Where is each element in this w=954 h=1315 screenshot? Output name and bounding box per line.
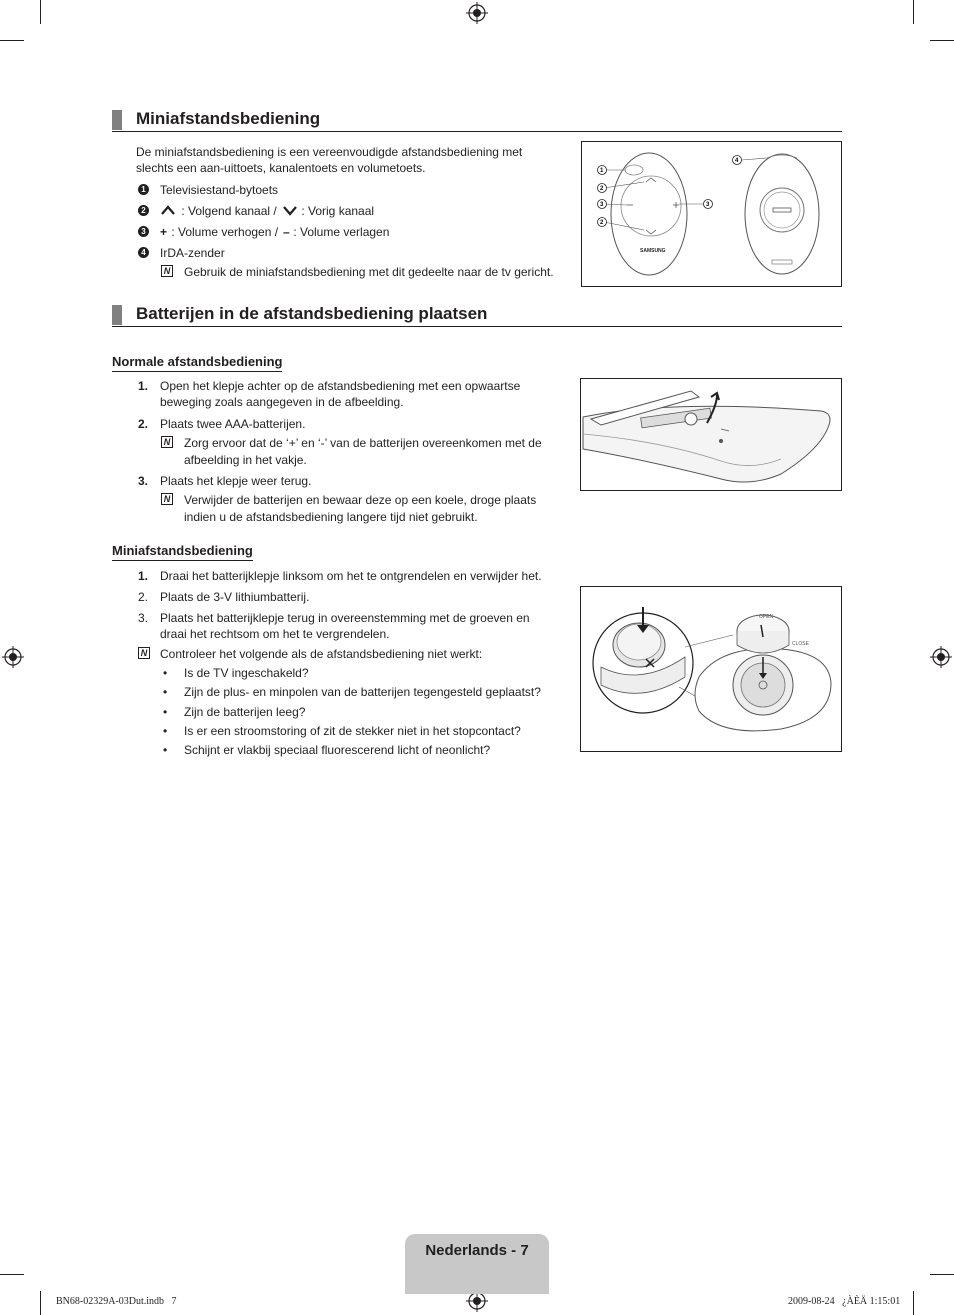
- crop-mark: [913, 0, 914, 24]
- section-rule: [112, 131, 842, 132]
- page-number-tab: [405, 1234, 549, 1294]
- item-text: IrDA-zender: [160, 246, 225, 260]
- svg-text:1: 1: [600, 168, 604, 174]
- note-text: indien u de afstandsbediening langere tijd niet gebruikt.: [184, 510, 478, 524]
- step-number: 1.: [138, 569, 149, 583]
- note-icon: N: [161, 493, 173, 505]
- note-icon: N: [161, 436, 173, 448]
- item-text: : Volgend kanaal /: [178, 204, 281, 218]
- print-slug-left: BN68-02329A-03Dut.indb 7: [56, 1296, 177, 1307]
- mini-remote-figure: [581, 141, 842, 287]
- step-text: Plaats twee AAA-batterijen.: [160, 417, 306, 431]
- svg-text:4: 4: [735, 158, 739, 164]
- section-title-batteries: Batterijen in de afstandsbediening plaatsen: [136, 304, 488, 323]
- step-number: 3.: [138, 474, 149, 488]
- section-title-mini-remote: Miniafstandsbediening: [136, 109, 321, 128]
- subsection-title-normal: [112, 354, 282, 369]
- bullet-dot: •: [163, 743, 168, 757]
- crop-mark: [930, 40, 954, 41]
- intro-text: slechts een aan-uittoets, kanalentoets en volumetoets.: [136, 161, 426, 175]
- section-marker: [112, 305, 122, 325]
- item-text: : Vorig kanaal: [298, 204, 375, 218]
- bullet-dot: •: [163, 724, 168, 738]
- item-text: Televisiestand-bytoets: [160, 183, 279, 197]
- chevron-down-icon: [282, 205, 298, 216]
- registration-mark-icon: [930, 646, 952, 668]
- registration-mark-icon: [2, 646, 24, 668]
- bullet-dot: •: [163, 685, 168, 699]
- intro-text: De miniafstandsbediening is een vereenvoudigde afstandsbediening met: [136, 145, 523, 159]
- open-label: OPEN: [759, 614, 774, 620]
- note-text: Zorg ervoor dat de ‘+’ en ‘-’ van de batterijen overeenkomen met de: [184, 436, 542, 450]
- marker-4: 4: [138, 247, 149, 258]
- crop-mark: [0, 40, 24, 41]
- note-text: Verwijder de batterijen en bewaar deze op een koele, droge plaats: [184, 493, 537, 507]
- minus-symbol: –: [283, 225, 290, 239]
- bullet-text: Is de TV ingeschakeld?: [184, 666, 309, 680]
- normal-remote-battery-illustration: [581, 379, 841, 490]
- close-label: CLOSE: [792, 641, 809, 647]
- bullet-text: Zijn de batterijen leeg?: [184, 705, 306, 719]
- item-text: : Volume verhogen /: [168, 225, 282, 239]
- step-text: Plaats het klepje weer terug.: [160, 474, 312, 488]
- subsection-title-text: Miniafstandsbediening: [112, 543, 253, 558]
- svg-text:3: 3: [706, 202, 710, 208]
- marker-1: 1: [138, 184, 149, 195]
- crop-mark: [40, 0, 41, 24]
- step-number: 2.: [138, 590, 149, 604]
- svg-text:2: 2: [600, 186, 604, 192]
- registration-mark-icon: [466, 2, 488, 24]
- step-number: 3.: [138, 611, 149, 625]
- section-marker: [112, 110, 122, 130]
- subsection-title-mini: [112, 543, 253, 558]
- step-number: 2.: [138, 417, 149, 431]
- mini-remote-illustration: [582, 142, 841, 286]
- brand-logo: SAMSUNG: [640, 248, 666, 254]
- crop-mark: [930, 1274, 954, 1275]
- step-text: Open het klepje achter op de afstandsbediening met een opwaartse: [160, 379, 521, 393]
- subsection-title-text: Normale afstandsbediening: [112, 354, 283, 369]
- mini-remote-battery-figure: [580, 586, 842, 752]
- step-text: Draai het batterijklepje linksom om het te ontgrendelen en verwijder het.: [160, 569, 542, 583]
- plus-symbol: +: [160, 225, 168, 239]
- page-number: Nederlands - 7: [425, 1242, 529, 1259]
- mini-remote-battery-illustration: [581, 587, 841, 751]
- note-text: Controleer het volgende als de afstandsbediening niet werkt:: [160, 647, 483, 661]
- subsection-underline: [112, 560, 253, 561]
- step-text: draai het rechtsom om het te vergrendelen.: [160, 627, 390, 641]
- marker-3: 3: [138, 226, 149, 237]
- bullet-text: Schijnt er vlakbij speciaal fluorescerend licht of neonlicht?: [184, 743, 491, 757]
- crop-mark: [40, 1291, 41, 1315]
- note-text: Gebruik de miniafstandsbediening met dit gedeelte naar de tv gericht.: [184, 265, 554, 279]
- item-text: : Volume verlagen: [290, 225, 390, 239]
- chevron-up-icon: [160, 205, 176, 216]
- bullet-text: Zijn de plus- en minpolen van de batterijen tegengesteld geplaatst?: [184, 685, 541, 699]
- marker-2: 2: [138, 205, 149, 216]
- crop-mark: [0, 1274, 24, 1275]
- svg-text:2: 2: [600, 220, 604, 226]
- svg-text:3: 3: [600, 202, 604, 208]
- step-text: Plaats de 3-V lithiumbatterij.: [160, 590, 310, 604]
- note-text: afbeelding in het vakje.: [184, 453, 307, 467]
- crop-mark: [913, 1291, 914, 1315]
- step-number: 1.: [138, 379, 149, 393]
- step-text: Plaats het batterijklepje terug in overeenstemming met de groeven en: [160, 611, 530, 625]
- bullet-dot: •: [163, 705, 168, 719]
- section-rule: [112, 326, 842, 327]
- bullet-text: Is er een stroomstoring of zit de stekker niet in het stopcontact?: [184, 724, 521, 738]
- normal-remote-battery-figure: [580, 378, 842, 491]
- subsection-underline: [112, 371, 282, 372]
- note-icon: N: [138, 647, 150, 659]
- step-text: beweging zoals aangegeven in de afbeelding.: [160, 395, 404, 409]
- note-icon: N: [161, 265, 173, 277]
- print-slug-right: 2009-08-24 ¿ÀÈÄ 1:15:01: [788, 1296, 901, 1307]
- bullet-dot: •: [163, 666, 168, 680]
